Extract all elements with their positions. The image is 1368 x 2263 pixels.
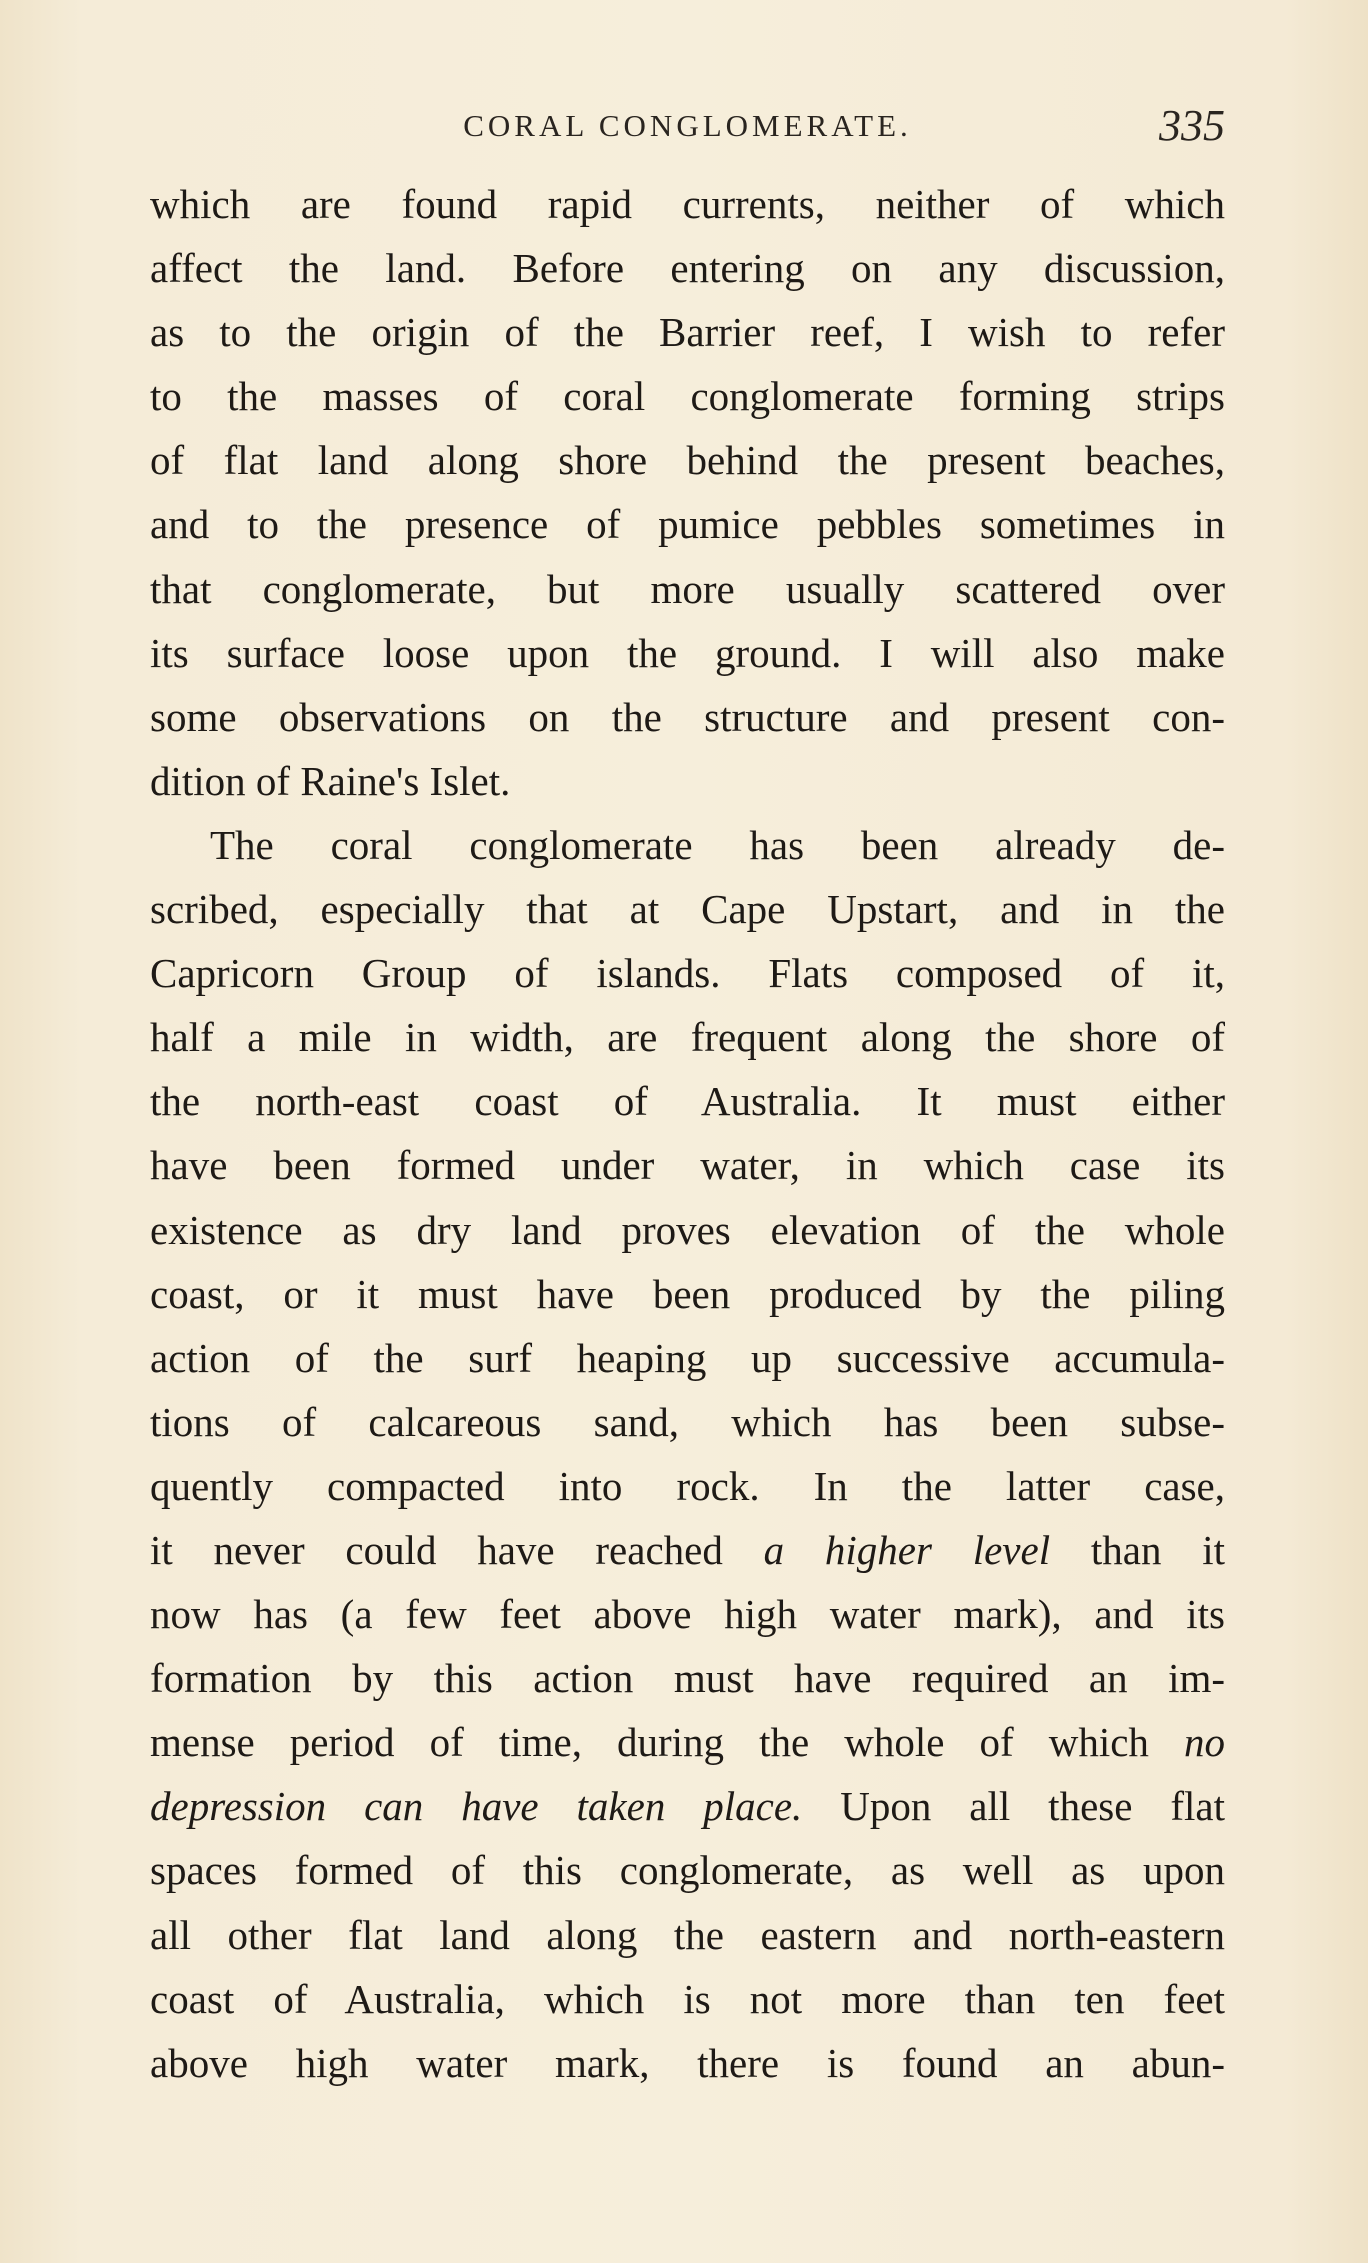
text-line-11: The coral conglomerate has been already de- xyxy=(210,821,1225,868)
text-line-2: affect the land. Before entering on any discussion, xyxy=(150,245,1225,292)
text-line-9: some observations on the structure and present con- xyxy=(150,693,1225,740)
text-line-8: its surface loose upon the ground. I will also make xyxy=(150,629,1225,676)
text-line-16: have been formed under water, in which case its xyxy=(150,1142,1225,1189)
body-text xyxy=(150,172,1225,2095)
text-line-12: scribed, especially that at Cape Upstart, and in the xyxy=(150,886,1225,933)
text-line-14: half a mile in width, are frequent along the shore of xyxy=(150,1014,1225,1061)
running-head xyxy=(150,100,1225,160)
text-line-17: existence as dry land proves elevation of the whole xyxy=(150,1206,1225,1253)
text-line-23: now has (a few feet above high water mark), and its xyxy=(150,1591,1225,1638)
text-line-3: as to the origin of the Barrier reef, I wish to refer xyxy=(150,309,1225,356)
italic-phrase: depression can have taken place. xyxy=(150,1783,803,1830)
text-line-22: it never could have reached a higher level than it xyxy=(150,1526,1225,1573)
text-line-27: spaces formed of this conglomerate, as well as upon xyxy=(150,1847,1225,1894)
text-line-29: coast of Australia, which is not more than ten feet xyxy=(150,1975,1225,2022)
italic-phrase: no xyxy=(1184,1719,1225,1766)
italic-phrase: a higher level xyxy=(763,1526,1051,1573)
text-line-21: quently compacted into rock. In the latter case, xyxy=(150,1462,1225,1509)
text-line-24: formation by this action must have required an im- xyxy=(150,1655,1225,1702)
running-title: CORAL CONGLOMERATE. xyxy=(463,108,912,143)
text-line-18: coast, or it must have been produced by the piling xyxy=(150,1270,1225,1317)
text-line-25: mense period of time, during the whole of which no xyxy=(150,1719,1225,1766)
text-line-20: tions of calcareous sand, which has been subse- xyxy=(150,1398,1225,1445)
text-line-30: above high water mark, there is found an abun- xyxy=(150,2039,1225,2086)
text-line-5: of flat land along shore behind the present beaches, xyxy=(150,437,1225,484)
text-line-4: to the masses of coral conglomerate forming strips xyxy=(150,373,1225,420)
page-number: 335 xyxy=(1159,101,1225,150)
text-line-1: which are found rapid currents, neither of which xyxy=(150,181,1225,227)
text-line-26: depression can have taken place. Upon all these flat xyxy=(150,1783,1225,1830)
text-line-10: dition of Raine's Islet. xyxy=(150,757,511,804)
text-line-28: all other flat land along the eastern and north-eastern xyxy=(150,1911,1225,1958)
text-line-7: that conglomerate, but more usually scattered over xyxy=(150,565,1225,612)
text-line-6: and to the presence of pumice pebbles sometimes in xyxy=(150,501,1225,548)
text-line-15: the north-east coast of Australia. It must either xyxy=(150,1078,1225,1125)
text-line-19: action of the surf heaping up successive accumula- xyxy=(150,1334,1225,1381)
text-line-13: Capricorn Group of islands. Flats composed of it, xyxy=(150,950,1225,997)
